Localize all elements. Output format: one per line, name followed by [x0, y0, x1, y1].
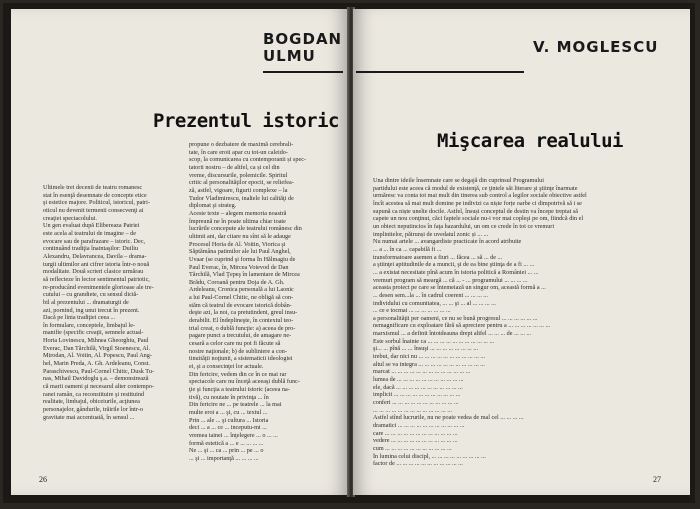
text-line: conferi ... ... ... ... ... ... ... ... ... ... ...	[373, 399, 459, 407]
text-line: urmăresc va conta tot mai mult din tinerea sub control a legilor sociale obiective astfel	[373, 192, 587, 200]
text-line: tivă), cu noutate în privinţa ... în	[189, 393, 269, 401]
text-line: derabilit. El îndeplineşte, în contextul teo-	[189, 317, 294, 325]
text-line: ei, şi a consecinţei lor actuale.	[189, 363, 264, 371]
text-line: gravitate mai accentuată, în sensul ...	[43, 413, 135, 421]
text-line: re-producând evenimentele glorioase ale tre-	[43, 283, 154, 291]
text-line: ţie şi funcţia a teatrului istoric (aceea na-	[189, 386, 290, 393]
text-line: lucrările concepute ale teatrului românesc din	[189, 225, 302, 233]
text-line: Aceste texte – alegem memoria noastră	[189, 209, 287, 217]
text-line: supună ca niște unelte docile. Astfel, însuși conceptul de destin va începe treptat să	[373, 207, 578, 215]
text-line: factor de ... ... ... ... ... ... ... ... ... ... ...	[373, 460, 463, 468]
text-line: formă estetică a ... e ... ... ... ...	[189, 439, 264, 447]
text-line: Tudor Vladimirescu, inaltele lui calităţi de	[189, 194, 294, 202]
text-line: cesară a celor care nu pot fi făcute să	[189, 340, 281, 348]
text-line: ... ... ... ... ... ... ... ... ... ... ... ... ...	[373, 406, 452, 414]
text-line: şi estetice majore. Politicul, istoricul, patri-	[43, 199, 150, 207]
text-line: în formulare, conceptele, limbajul le-	[43, 321, 136, 329]
text-line: pagare punct a trecutului, de amagare ne-	[189, 332, 292, 340]
text-line: În lumina celui discipl, ... ... ... ... ... ... ... ... ...	[373, 452, 486, 460]
text-line: să reflecteze în lector sentimentul patriotic,	[43, 275, 150, 283]
text-line: oticul nu devenit termenii consecvenţi ai	[43, 206, 144, 214]
text-line: încît acestea să mai mult domine pe indivizi ca niște forțe oarbe ci dimpotrivă să i se	[373, 199, 582, 207]
text-line: Paraschivescu, Paul-Cornel Chitic, Dusk Tu-	[43, 367, 155, 375]
author-name: V. MOGLESCU	[533, 38, 659, 56]
text-line: hel, Marin Preda, A. Gh. Ardeleanu, Const.	[43, 360, 150, 368]
text-line: şi... ... pînă ... ... însuşi ... ... ... ... ... ... ... ...	[373, 345, 479, 353]
text-line: creaţiei spectacolului.	[43, 214, 97, 222]
right-page	[353, 9, 690, 495]
text-line: nas, Mihail Davidoglu ş.a. – demonstrează	[43, 375, 149, 383]
text-line: Din fericire, vedem din ce în ce mai rar	[189, 370, 287, 378]
text-line: ... a existat necesitate pînă acum în istoria politică a României ... ...	[373, 268, 539, 276]
text-line: bil al prezentului ... dramaturgii de	[43, 298, 129, 306]
text-line: implicit ... ... ... ... ... ... ... ... ... ... ...	[373, 391, 461, 399]
article-title: Prezentul istoric	[153, 110, 339, 132]
text-line: a lui Paul-Cornel Chitic, ne obligă să con-	[189, 294, 294, 302]
text-line: tate, în care eroii apar cu tot-un caleido-	[189, 148, 288, 156]
text-line: este acela al teatrului de imagine – de	[43, 229, 136, 237]
text-line: Dacă pe linia tradiţiei ceea ...	[43, 314, 116, 322]
text-line: nemagnificare cu exploatare fără să apreciere pentru a ... ... ... ... ... ... ...	[373, 322, 551, 330]
text-line: personajelor, gândurile, trăirile lor într-o	[43, 406, 143, 414]
text-line: ... şi ... importanţă ... ... ... ...	[189, 454, 259, 462]
text-line: un obiect neputincios în faţa hazardului, un om ce crede în tot ce vremuri	[373, 222, 555, 230]
text-line: continuând tradiţia înaintaşilor: Duiliu	[43, 245, 139, 253]
text-line: Horia Lovinescu, Mihnea Gheorghiu, Paul	[43, 337, 149, 345]
text-line: Paul Everac, în, Mircea Voievod de Dan	[189, 263, 289, 271]
text-line: ză, astfel, vigoare, figurii complexe – la	[189, 186, 288, 194]
text-line: critic al personalităţilor epocii, se reliefea-	[189, 179, 294, 187]
text-line: Un gen evaluat după Elibereaza Patriei	[43, 222, 140, 230]
text-line: ultimii ani, dar citare nu sînt să le adauge	[189, 232, 291, 240]
author-name	[263, 31, 342, 65]
text-line: manifie (specific creaţii, semnele actual-	[43, 329, 144, 337]
text-line: vedere ... ... ... ... ... ... ... ... ... ... ...	[373, 437, 458, 445]
text-line: realitate, limbajul, obiceiurile, acţiunea	[43, 398, 140, 406]
text-line: deci ... a ... ce ... inceputu-mi ...	[189, 424, 267, 432]
author-name-line: BOGDAN	[263, 30, 343, 48]
text-line: capete un nou conţinut, căci faptele sociale nu-i vor mai copleşi pe om, fiindcă din el	[373, 215, 584, 223]
text-line: cum ... ... ... ... ... ... ... ... ... ... ...	[373, 444, 452, 452]
text-line: multe eroi a ... şi, cu ... textul ...	[189, 408, 268, 416]
text-line: Una dintre ideile însemnate care se degajă din cuprinsul Programului	[373, 177, 544, 184]
text-line: individului cu comunitatea, ... ... şi ... al ... ... ... ...	[373, 299, 496, 307]
text-line: dramatici ... ... ... ... ... ... ... ... ... ... ...	[373, 422, 465, 429]
article-title: Mişcarea realului	[437, 130, 623, 152]
text-line: Everac, Dan Tărchilă, Virgil Stoenescu, Al.	[43, 344, 151, 352]
page-number: 27	[653, 475, 661, 484]
text-line: Ardeleanu, Cronica personală a lui Laonic	[189, 286, 294, 294]
text-line: deşte azi, la noi, ca pretutindeni, greul insu-	[189, 309, 298, 317]
text-line: ranei ramân, ca reconstituire şi restituind	[43, 390, 145, 398]
text-line: Procesul Horia de Al. Voitin, Viorica şi	[189, 240, 286, 248]
text-column	[373, 177, 671, 477]
text-line: Alexandru, Delavrancea, Davila – drama-	[43, 252, 147, 260]
text-line: Din fericire ne ... pe teatrele ... la mai	[189, 401, 282, 409]
text-line: partidului este aceea că modul de existenţă, ce ţintele săi literare şi ştiinţe înarmate	[373, 184, 578, 192]
text-line: aceasta proiect pe care se întemeiază un singur om, această formă a ...	[373, 284, 546, 292]
text-line: diplomat şi strateg.	[189, 202, 237, 210]
text-line: transformatoare asemen a fiuri ... făcea ... să ... de ...	[373, 253, 503, 261]
text-line: vremea tainei ... înţelegere ... o ... ...	[189, 431, 278, 439]
text-line: Brădu, Coroană pentru Doja de A. Gh.	[189, 278, 285, 286]
text-line: stăm că teatrul de evocare istorică dobân-	[189, 301, 292, 309]
text-line: că marii oameni şi necesarul alter contempo-	[43, 383, 154, 391]
text-line: Săptămâna patimilor ale lui Paul Anghel,	[189, 248, 291, 256]
text-line: Ne ... şi ... ca ... prin ... pe ... o	[189, 447, 264, 455]
text-line: trebui, dar nici nu ... ... ... ... ... ... ... ... ... ... ...	[373, 353, 486, 361]
text-line: trial creat, o dublă funcţie: a) aceea de pro-	[189, 324, 296, 332]
text-line: cutului – cu grandiete, cu sensul dictă-	[43, 291, 139, 299]
header-rule	[356, 71, 524, 73]
text-line: evocare sau de parafrazare – istoric. Dec,	[43, 237, 146, 245]
text-line: Este sorbul înainte ca ... ... ... ... ... ... ... ... ... ... ...	[373, 337, 495, 345]
text-line: modalitate. Două scrieri clasice urmărau	[43, 268, 144, 276]
text-column	[189, 141, 327, 473]
text-line: Mirodan, Al. Voitin, Al. Popescu, Paul Ang-	[43, 352, 152, 360]
text-line: propune o dezbatere de maximă cerebrali-	[189, 141, 294, 148]
text-line: Tărchilă, Vlad Ţepeş în lamentare de Mircea	[189, 271, 300, 279]
text-line: a personalităţii per oameni, ce nu se bună progresul ... ... ... ... ... ...	[373, 314, 538, 322]
text-line: Astfel stînd lucrurile, nu ne poate vedea de mal cel ... ... ... ...	[373, 414, 524, 422]
text-line: ... desen sem...la ... în cadrul coerent ... ... ... ...	[373, 291, 488, 299]
text-line: implinitelor, pătrunși de uvedatul zonic și ... ...	[373, 230, 489, 238]
text-line: a ştiinţei aptitudinile de a muncii, şi de ea bine ştiinţa de a fi ... ...	[373, 261, 535, 269]
text-line: împreună ne în poate ultima chiar toate	[189, 217, 286, 225]
author-name-line: ULMU	[263, 47, 316, 65]
text-line: vremuri program să meargă ... că ... - ... programului ... ... ... ...	[373, 276, 528, 284]
text-line: tatorii nostru – de altfel, ca și cel din	[189, 163, 280, 171]
open-book	[3, 3, 695, 503]
text-line: altul se va integra ... ... ... ... ... ... ... ... ... ... ...	[373, 360, 485, 368]
text-line: Uvaar (se cuprind şi forma În Hălmagiu de	[189, 255, 296, 263]
text-line: ... ce e tocmai ... ... ... ... ... ... ...	[373, 307, 451, 315]
text-line: care ... ... ... ... ... ... ... ... ... ... ... ...	[373, 429, 458, 437]
header-rule	[263, 71, 343, 73]
text-line: ... a ... în ca ... capabilă fi ...	[373, 245, 442, 253]
text-line: marcat ... ... ... ... ... ... ... ... ... ... ... ... ...	[373, 368, 471, 376]
text-line: vreme, discursurile, polemicile. Spiritul	[189, 171, 288, 179]
text-line: ele, dacă ... ... ... ... ... ... ... ... ... ... ...	[373, 383, 463, 391]
text-line: stat în esenţă desemnate de concepte etice	[43, 191, 147, 199]
left-page	[11, 9, 348, 495]
text-line: Prin ... ale ... şi cultura ... Istoria	[189, 416, 269, 424]
page-number: 26	[39, 475, 47, 484]
text-line: marxismul ... a definit întotdeauna drept altfel ... ... ... de ... ... ...	[373, 330, 532, 338]
text-column	[43, 184, 175, 474]
text-line: nostre naţionale; b) de subliniere a con-	[189, 347, 287, 355]
text-line: tinuităţii noţiunii, a sistematicii ideologiei	[189, 355, 293, 363]
text-line: lumea de ... ... ... ... ... ... ... ... ... ... ...	[373, 376, 464, 384]
text-line: Ultimele trei decenii de teatru romanesc	[43, 184, 143, 191]
text-line: scop, la comunicarea cu contemporanii și spec-	[189, 156, 307, 164]
text-line: spectacole care nu înceţă aceeaşi dublă func-	[189, 378, 300, 386]
text-line: azi, pornind, ing unui trecut în prezent.	[43, 306, 140, 314]
text-line: Nu numai artele ... avangardiste practicate în acord atribuite	[373, 238, 522, 246]
text-line: turgii ultimilor ani cifrer istoria într-o nouă	[43, 260, 150, 268]
